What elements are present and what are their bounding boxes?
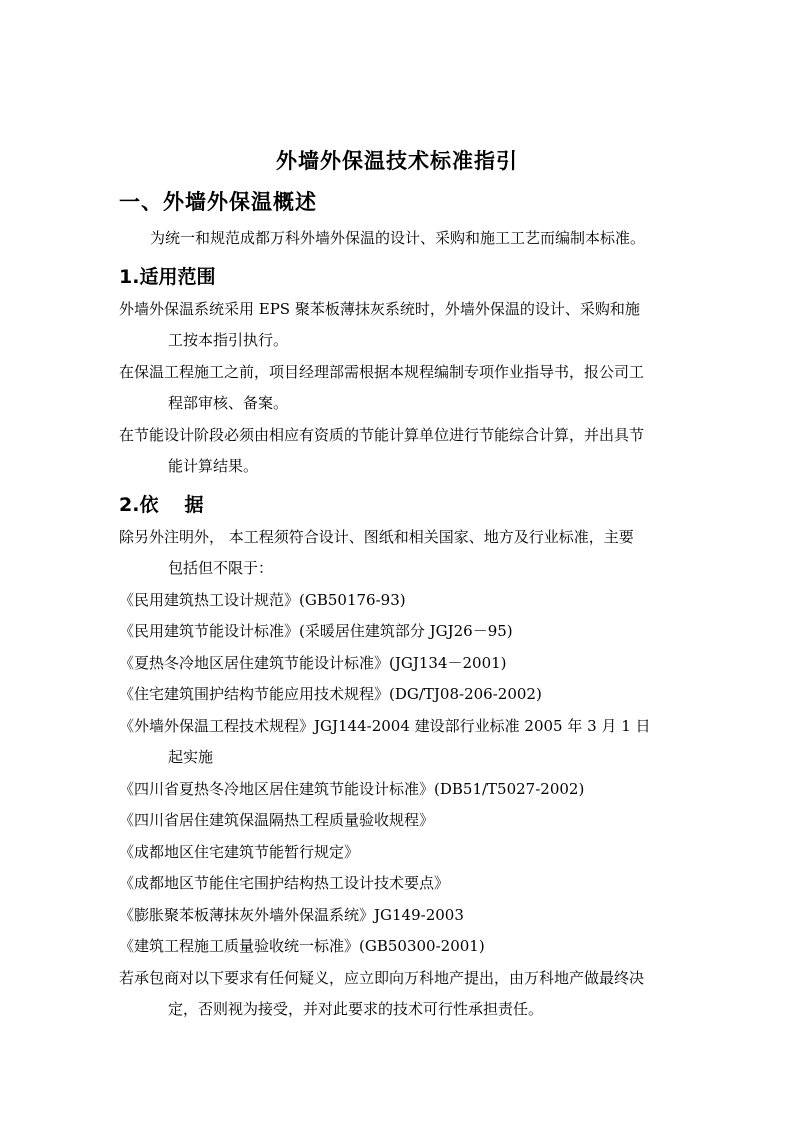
document-title: 外墙外保温技术标准指引 <box>276 149 518 173</box>
basis-heading-char-2: 据 <box>184 494 204 516</box>
basis-heading-char-1: 依 <box>139 494 159 516</box>
scope-heading-number: 1. <box>119 266 140 288</box>
standard-item-continuation: 起实施 <box>168 748 214 766</box>
scope-p1-line2: 工按本指引执行。 <box>168 331 289 349</box>
scope-p1-line1: 外墙外保温系统采用 EPS 聚苯板薄抹灰系统时，外墙外保温的设计、采购和施 <box>119 300 640 318</box>
standard-item: 《成都地区节能住宅围护结构热工设计技术要点》 <box>119 874 450 892</box>
standard-item: 《成都地区住宅建筑节能暂行规定》 <box>119 843 360 861</box>
basis-closing-line2: 定，否则视为接受，并对此要求的技术可行性承担责任。 <box>168 1000 544 1018</box>
section-heading-scope <box>119 262 215 289</box>
basis-p1-line1: 除另外注明外， 本工程须符合设计、图纸和相关国家、地方及行业标准，主要 <box>119 528 634 546</box>
standard-item: 《夏热冬冷地区居住建筑节能设计标准》(JGJ134－2001) <box>119 654 507 672</box>
basis-heading-number: 2. <box>119 494 140 516</box>
standard-item: 《建筑工程施工质量验收统一标准》(GB50300-2001) <box>119 937 485 955</box>
scope-heading-text: 适用范围 <box>139 266 216 288</box>
standard-item: 《四川省夏热冬冷地区居住建筑节能设计标准》(DB51/T5027-2002) <box>119 780 585 798</box>
section-heading-basis <box>119 490 203 517</box>
scope-p2-line2: 程部审核、备案。 <box>168 394 289 412</box>
scope-p2-line1: 在保温工程施工之前，项目经理部需根据本规程编制专项作业指导书，报公司工 <box>119 363 645 381</box>
scope-p3-line1: 在节能设计阶段必须由相应有资质的节能计算单位进行节能综合计算，并出具节 <box>119 426 645 444</box>
standard-item: 《膨胀聚苯板薄抹灰外墙外保温系统》JG149-2003 <box>119 906 464 924</box>
standard-item: 《外墙外保温工程技术规程》JGJ144-2004 建设部行业标准 2005 年 3 月 1 日 <box>119 717 651 735</box>
scope-p3-line2: 能计算结果。 <box>168 457 259 475</box>
standard-item: 《民用建筑热工设计规范》(GB50176-93) <box>119 591 406 609</box>
standard-item: 《住宅建筑围护结构节能应用技术规程》(DG/TJ08-206-2002) <box>119 685 542 703</box>
overview-intro: 为统一和规范成都万科外墙外保温的设计、采购和施工工艺而编制本标准。 <box>150 229 646 247</box>
standard-item: 《四川省居住建筑保温隔热工程质量验收规程》 <box>119 811 435 829</box>
standard-item: 《民用建筑节能设计标准》(采暖居住建筑部分 JGJ26－95) <box>119 622 513 640</box>
section-heading-overview: 一、外墙外保温概述 <box>119 190 317 214</box>
basis-p1-line2: 包括但不限于： <box>168 559 274 577</box>
basis-closing-line1: 若承包商对以下要求有任何疑义，应立即向万科地产提出，由万科地产做最终决 <box>119 969 645 987</box>
